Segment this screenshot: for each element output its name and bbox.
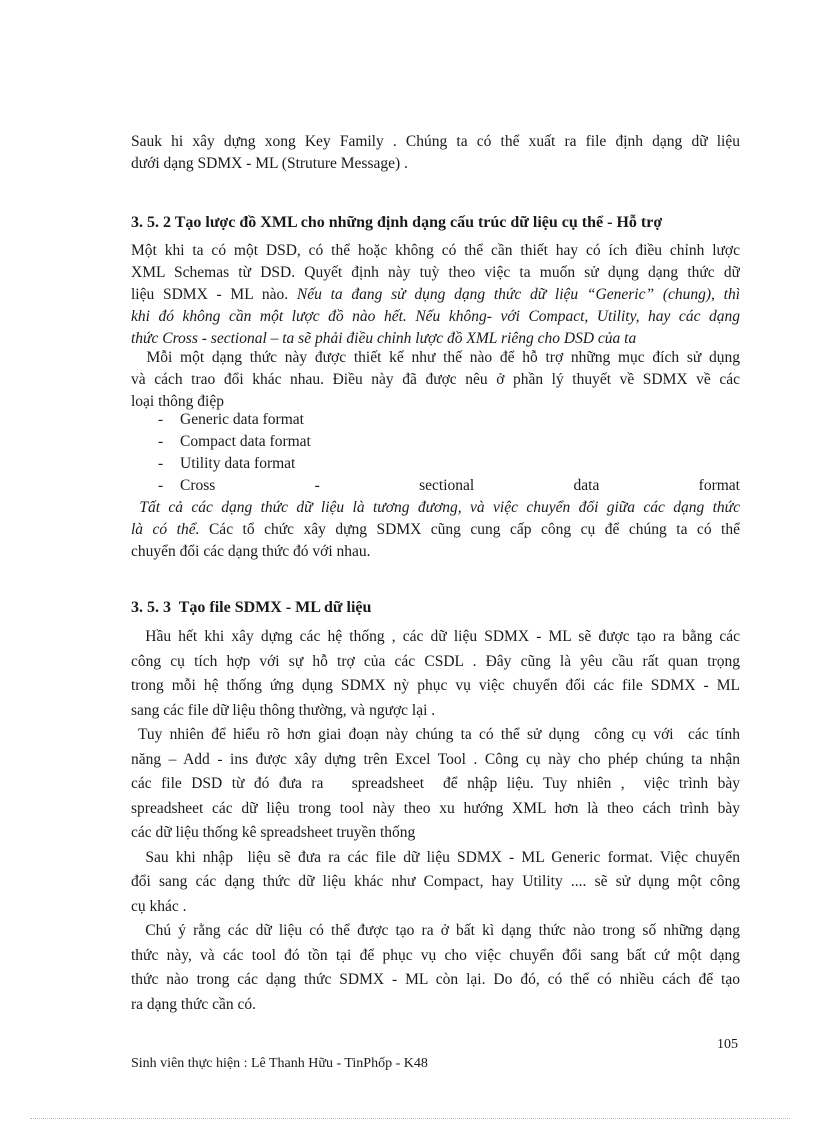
p3-line-2 <box>131 519 740 541</box>
p2-line-3: loại thông điệp <box>131 393 224 410</box>
list-item <box>158 431 311 453</box>
section-heading-353: 3. 5. 3 Tạo file SDMX - ML dữ liệu <box>131 599 372 616</box>
list-item <box>158 409 304 431</box>
s2-line: thức này, và các tool đó tồn tại để phục vụ cho việc chuyển đổi sang bất cứ một dạng <box>131 946 740 964</box>
p3-line-1: Tất cả các dạng thức dữ liệu là tương đương, và việc chuyển đổi giữa các dạng thức <box>131 499 740 516</box>
s2-line: trong mỗi hệ thống ứng dụng SDMX nỳ phục vụ việc chuyển đổi các file SDMX - ML <box>131 677 740 694</box>
s2-line: năng – Add - ins được xây dựng trên Excel Tool . Công cụ này cho phép chúng ta nhận <box>131 750 740 768</box>
p1-line-3 <box>131 284 740 306</box>
footer-author: Sinh viên thực hiện : Lê Thanh Hữu - TinPhốp - K48 <box>131 1056 428 1071</box>
section-353-body <box>131 625 740 1017</box>
s2-line: Sau khi nhập liệu sẽ đưa ra các file dữ liệu SDMX - ML Generic format. Việc chuyển <box>131 848 740 866</box>
p2-line-2: và cách trao đổi khác nhau. Điều này đã được nêu ở phần lý thuyết về SDMX về các <box>131 371 740 388</box>
p1-line-2: XML Schemas từ DSD. Quyết định này tuỳ theo việc ta muốn sử dụng dạng thức dữ <box>131 264 740 281</box>
page-number: 105 <box>717 1037 738 1052</box>
s2-line: Hầu hết khi xây dựng các hệ thống , các dữ liệu SDMX - ML sẽ được tạo ra bằng các <box>131 628 740 645</box>
intro-line-1: Sauk hi xây dựng xong Key Family . Chúng ta có thể xuất ra file định dạng dữ liệu <box>131 133 740 150</box>
s2-line: Chú ý rằng các dữ liệu có thể được tạo ra ở bất kì dạng thức nào trong số những dạng <box>131 922 740 939</box>
intro-paragraph <box>131 131 740 175</box>
s2-line: thức nào trong các dạng thức SDMX - ML còn lại. Do đó, có thể có nhiều cách để tạo <box>131 971 740 988</box>
page-bottom-divider <box>30 1118 790 1119</box>
s2-line: công cụ tích hợp với sự hỗ trợ của các CSDL . Đây cũng là yêu cầu rất quan trọng <box>131 652 740 670</box>
s2-line: các dữ liệu thống kê spreadsheet truyền thống <box>131 824 416 841</box>
p1-line-1: Một khi ta có một DSD, có thể hoặc không có thể cần thiết hay có ích điều chỉnh lược <box>131 242 740 259</box>
bullet-word: data <box>573 477 600 494</box>
p1-line-3-italic: Nếu ta đang sử dụng dạng thức dữ liệu “Generic” (chung), thì <box>296 286 740 303</box>
section-352-paragraph-1 <box>131 240 740 350</box>
s2-line: ra dạng thức cần có. <box>131 995 257 1013</box>
p3-line-2-italic: là có thể. <box>131 521 200 538</box>
bullet-word: sectional <box>419 477 475 494</box>
bullet-word: format <box>698 477 740 494</box>
s2-line: sang các file dữ liệu thông thường, và ngược lại . <box>131 701 436 719</box>
bullet-dash: - <box>158 411 164 428</box>
s2-line: cụ khác . <box>131 897 187 915</box>
s2-line: các file DSD từ đó đưa ra spreadsheet để nhập liệu. Tuy nhiên , việc trình bày <box>131 775 740 792</box>
s2-line: đổi sang các dạng thức dữ liệu khác như Compact, hay Utility .... sẽ sử dụng một công <box>131 873 740 890</box>
bullet-text: Compact data format <box>180 433 311 450</box>
p1-line-3-normal: liệu SDMX - ML nào. <box>131 286 297 303</box>
bullet-text: Utility data format <box>180 455 296 472</box>
s2-line: spreadsheet các dữ liệu trong tool này theo xu hướng XML hơn là theo cách trình bày <box>131 799 740 817</box>
bullet-word: Cross <box>180 477 216 494</box>
section-352-paragraph-2 <box>131 347 740 413</box>
bullet-text: Generic data format <box>180 411 304 428</box>
bullet-word: - <box>314 477 320 494</box>
section-heading-352: 3. 5. 2 Tạo lược đồ XML cho những định dạng cấu trúc dữ liệu cụ thể - Hỗ trợ <box>131 214 663 231</box>
p1-line-5: thức Cross - sectional – ta sẽ phải điều chỉnh lược đồ XML riêng cho DSD của ta <box>131 330 637 347</box>
p1-line-4: khi đó không cần một lược đồ nào hết. Nếu không- với Compact, Utility, hay các dạng <box>131 308 740 325</box>
p2-line-1: Mỗi một dạng thức này được thiết kế như thế nào để hỗ trợ những mục đích sử dụng <box>131 349 740 366</box>
p3-line-3: chuyển đổi các dạng thức đó với nhau. <box>131 543 371 560</box>
bullet-dash: - <box>158 477 164 494</box>
p3-line-2-normal: Các tổ chức xây dựng SDMX cũng cung cấp công cụ để chúng ta có thể <box>199 521 740 538</box>
s2-line: Tuy nhiên để hiểu rõ hơn giai đoạn này chúng ta có thể sử dụng công cụ với các tính <box>131 726 740 743</box>
bullet-lead <box>158 475 215 497</box>
list-item <box>158 475 740 497</box>
list-item <box>158 453 295 475</box>
bullet-dash: - <box>158 433 164 450</box>
section-352-paragraph-3 <box>131 497 740 563</box>
intro-line-2: dưới dạng SDMX - ML (Struture Message) . <box>131 155 408 172</box>
bullet-dash: - <box>158 455 164 472</box>
